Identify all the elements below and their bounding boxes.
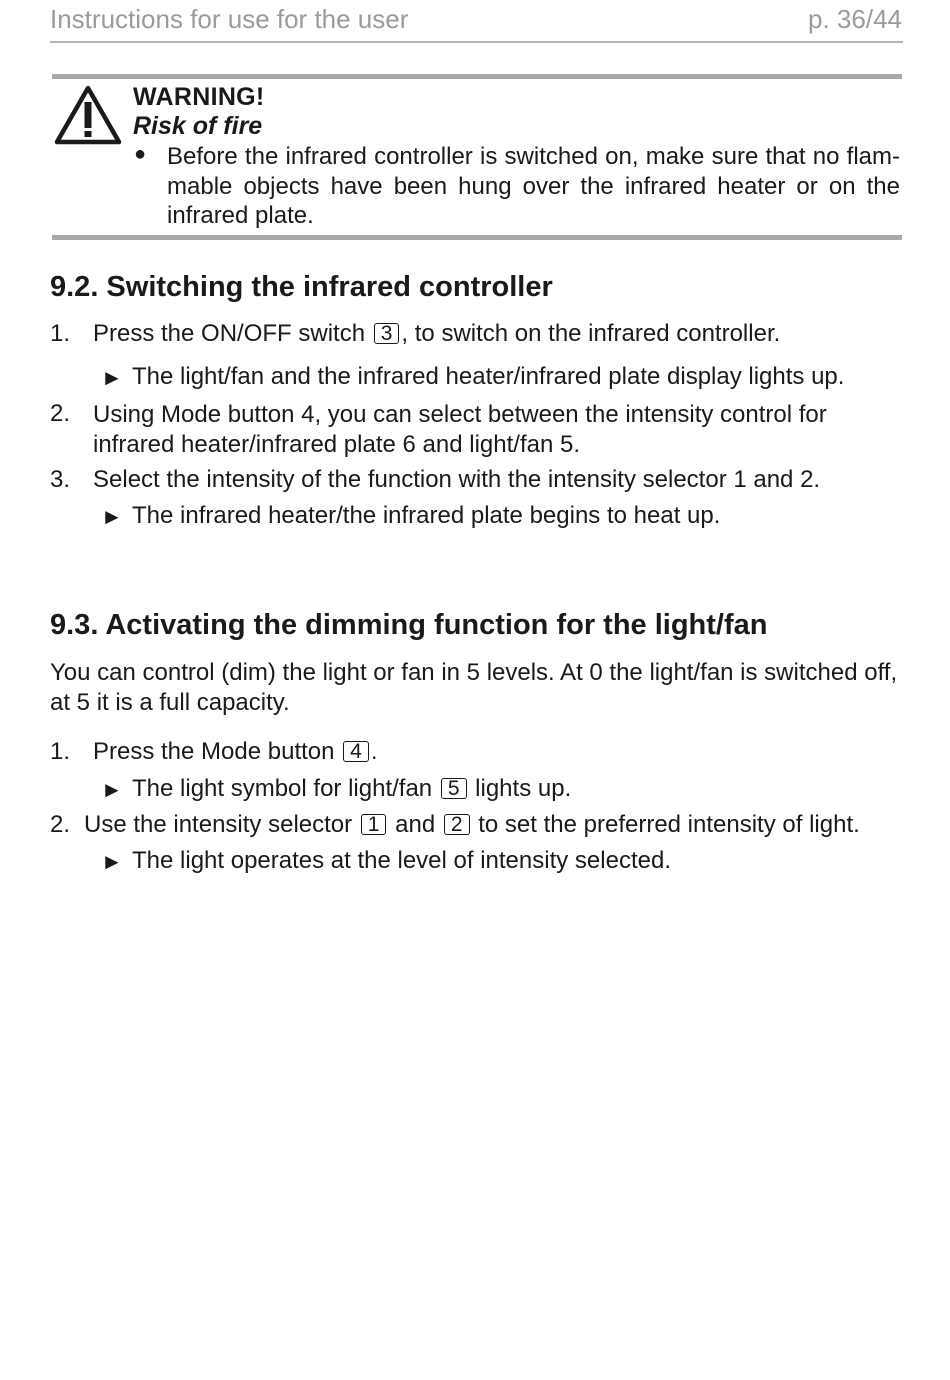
step-text [84,811,860,839]
reference-box: 1 [361,814,387,835]
result-text: The infrared heater/the infrared plate begins to heat up. [132,502,721,529]
step-number: 1. [50,320,71,347]
step-text [93,738,378,766]
reference-box: 5 [441,778,467,799]
page-number: p. 36/44 [808,4,902,34]
step-text-pre: Press the Mode button [93,738,335,765]
warning-bottom-rule [52,235,902,240]
result-arrow-icon: ► [101,504,123,529]
step-text: Select the intensity of the function with the intensity selector 1 and 2. [93,466,821,493]
warning-bullet-icon: ● [134,143,147,165]
header-divider [50,41,903,43]
step-text-pre: Use the intensity selector [84,811,353,838]
step-number: 2. [50,400,71,427]
warning-triangle-icon [53,84,123,146]
step-text-pre: Press the ON/OFF switch [93,320,366,347]
result-arrow-icon: ► [101,777,123,802]
step-text-post: to set the preferred intensity of light. [478,811,860,838]
result-text-post: lights up. [475,775,572,802]
reference-box: 2 [444,814,470,835]
step-text-post: , to switch on the infrared controller. [401,320,781,347]
warning-top-rule [52,74,902,79]
warning-text: Before the infrared controller is switched on, make sure that no flam-mable objects have been hung over the infrared heater or on the infrared plate. [167,143,900,229]
section-9-2-heading: 9.2. Switching the infrared controller [50,271,553,303]
header-title: Instructions for use for the user [50,4,409,34]
section-9-3-intro: You can control (dim) the light or fan in 5 levels. At 0 the light/fan is switched off, at 5 it is a full capacity. [50,659,898,716]
reference-box: 3 [374,323,400,344]
step-text-mid: and [395,811,436,838]
step-text-post: . [370,738,378,765]
warning-label: WARNING! [133,83,265,111]
section-9-3-heading: 9.3. Activating the dimming function for the light/fan [50,609,768,641]
result-text-pre: The light symbol for light/fan [132,775,433,802]
result-text: The light/fan and the infrared heater/infrared plate display lights up. [132,363,845,390]
reference-box: 4 [343,741,369,762]
result-arrow-icon: ► [101,849,123,874]
warning-subtitle: Risk of fire [133,112,263,140]
result-text: The light operates at the level of intensity selected. [132,847,671,874]
result-arrow-icon: ► [101,365,123,390]
step-number: 1. [50,738,71,765]
step-text [93,320,780,348]
step-number: 2. [50,811,71,838]
result-text [132,775,571,803]
step-text: Using Mode button 4, you can select between the intensity control for infrared heater/infrared plate 6 and light/fan 5. [93,401,827,458]
step-number: 3. [50,466,71,493]
